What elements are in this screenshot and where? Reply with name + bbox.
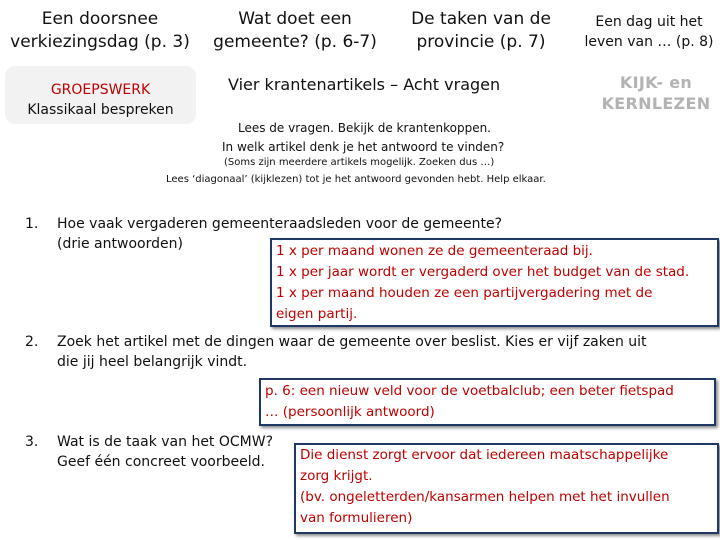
groepswerk-subtitle: Klassikaal bespreken — [27, 102, 174, 118]
groepswerk-title: GROEPSWERK — [50, 82, 151, 98]
answer-3-line: zorg krijgt. — [300, 468, 373, 484]
answer-1-line: 1 x per jaar wordt er vergaderd over het budget van de stad. — [276, 264, 690, 280]
tab-provincie-line1: De taken van de — [411, 9, 551, 29]
question-2-pre: Zoek het artikel met de dingen waar de — [57, 334, 340, 350]
instruction-line-4: Lees ‘diagonaal’ (kijklezen) tot je het antwoord gevonden hebt. Help elkaar. — [166, 174, 546, 185]
answer-3-line: van formulieren) — [300, 510, 413, 526]
question-3-pre: Wat is de taak van het — [57, 434, 219, 450]
question-2-line1 — [57, 332, 647, 352]
question-2-number: 2. — [25, 334, 39, 350]
tab-dag-line1: Een dag uit het — [595, 14, 703, 30]
answer-2-box — [259, 378, 716, 426]
question-1-line1 — [57, 214, 502, 234]
kijk-line2: KERNLEZEN — [601, 94, 711, 113]
question-2-text — [57, 332, 647, 372]
question-2-keyword: gemeente — [339, 334, 411, 350]
answer-3-line: (bv. ongeletterden/kansarmen helpen met het invullen — [300, 489, 670, 505]
answer-2-line: … (persoonlijk antwoord) — [265, 404, 435, 420]
tab-verkiezingsdag-line1: Een doorsnee — [41, 9, 159, 29]
answer-3-line: Die dienst zorgt ervoor dat iedereen maatschappelijke — [300, 447, 669, 463]
tab-verkiezingsdag-line2: verkiezingsdag (p. 3) — [10, 32, 190, 52]
groepswerk-box — [5, 66, 196, 124]
answer-1-box — [270, 238, 719, 327]
tab-provincie-line2: provincie (p. 7) — [416, 32, 546, 52]
question-3-line1 — [57, 432, 273, 452]
question-1-pre: Hoe vaak — [57, 216, 128, 232]
question-3-post: ? — [265, 434, 274, 450]
instruction-line-2: In welk artikel denk je het antwoord te vinden? — [222, 140, 505, 154]
question-3-text — [57, 432, 273, 472]
tab-gemeente-line2: gemeente? (p. 6-7) — [213, 32, 377, 52]
answer-3-box — [294, 443, 719, 534]
tab-gemeente[interactable] — [200, 8, 390, 54]
question-3-number: 3. — [25, 434, 39, 450]
instruction-line-3: (Soms zijn meerdere artikels mogelijk. Zoeken dus …) — [224, 157, 495, 168]
question-2-post: over beslist. Kies er vijf zaken uit — [410, 334, 647, 350]
question-1-post: gemeenteraadsleden voor de gemeente? — [207, 216, 503, 232]
question-3-keyword: OCMW — [218, 434, 266, 450]
tab-dag-uit-het-leven[interactable] — [578, 12, 720, 52]
question-1-line2: (drie antwoorden) — [57, 236, 183, 252]
question-1-number: 1. — [25, 216, 39, 232]
question-2-line2: die jij heel belangrijk vindt. — [57, 354, 248, 370]
kijk-line1: KIJK- en — [619, 73, 693, 92]
instruction-line-1: Lees de vragen. Bekijk de krantenkoppen. — [238, 121, 491, 135]
tab-verkiezingsdag[interactable] — [0, 8, 200, 54]
kijk-en-kernlezen-label — [596, 72, 716, 114]
answer-1-line: 1 x per maand houden ze een partijvergadering met de — [276, 285, 653, 301]
answer-2-line: p. 6: een nieuw veld voor de voetbalclub; een beter fietspad — [265, 383, 674, 399]
answer-1-line: eigen partij. — [276, 306, 358, 322]
tab-gemeente-line1: Wat doet een — [238, 9, 352, 29]
question-1-keyword: vergaderen — [127, 216, 208, 232]
page-subtitle: Vier krantenartikels – Acht vragen — [228, 75, 501, 94]
tab-provincie[interactable] — [392, 8, 570, 54]
tab-dag-line2: leven van … (p. 8) — [584, 34, 714, 50]
question-3-line2: Geef één concreet voorbeeld. — [57, 454, 265, 470]
answer-1-line: 1 x per maand wonen ze de gemeenteraad bij. — [276, 243, 593, 259]
